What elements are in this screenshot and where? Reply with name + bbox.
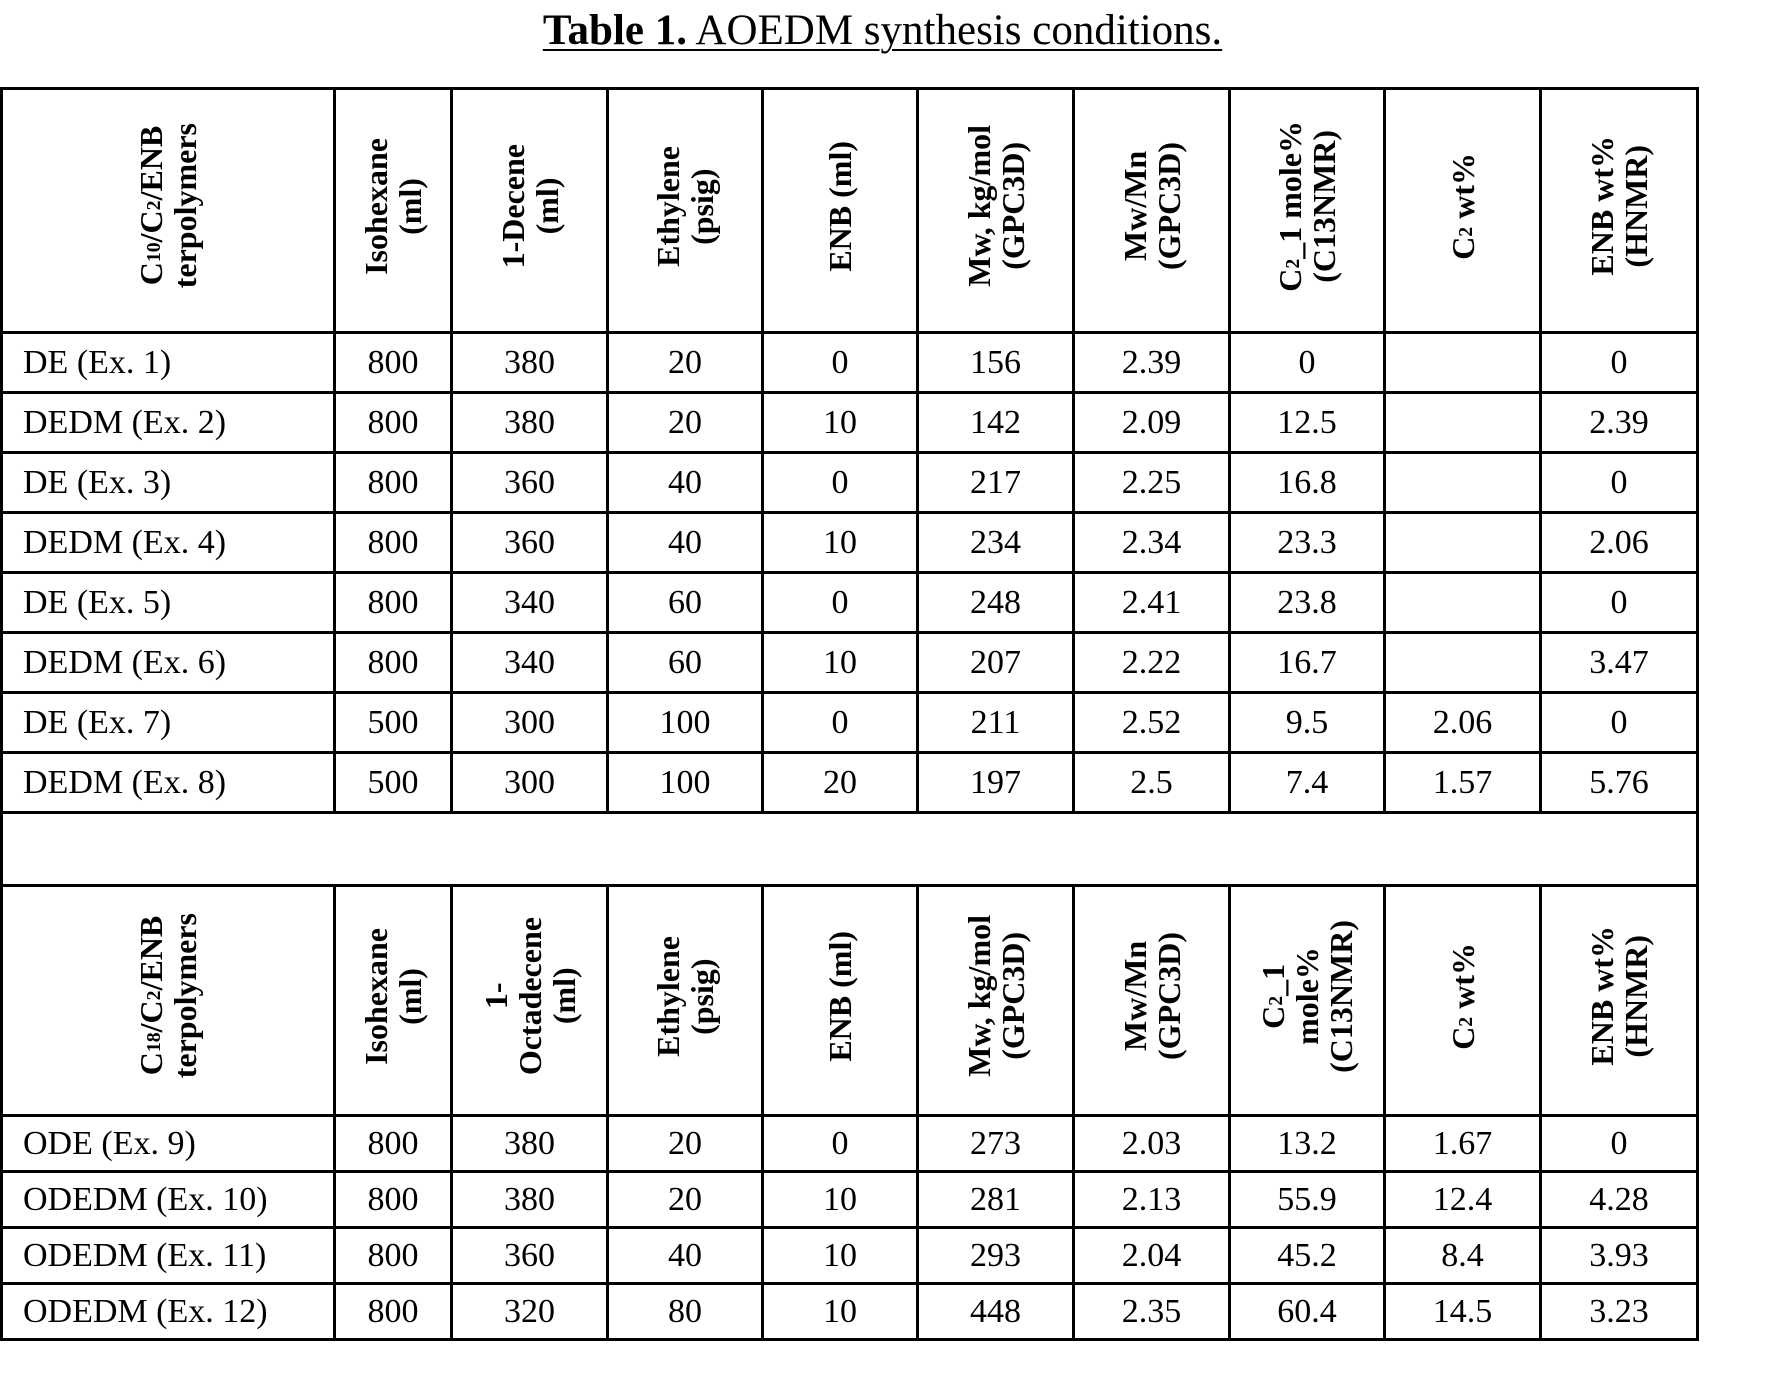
cell-isohexane: 800 [335,633,452,693]
cell-ethylene: 20 [608,1172,763,1228]
cell-c2-mole: 12.5 [1230,393,1385,453]
cell-alkene: 340 [452,573,608,633]
table-row [2,1172,1698,1228]
table-title [505,6,1260,56]
cell-alkene: 380 [452,1172,608,1228]
cell-c2-mole: 23.8 [1230,573,1385,633]
cell-mw: 156 [918,333,1074,393]
cell-ethylene: 40 [608,513,763,573]
cell-isohexane: 800 [335,453,452,513]
cell-enb-wt: 2.06 [1541,513,1698,573]
cell-enb-ml: 10 [763,633,918,693]
cell-c2-wt: 1.67 [1385,1116,1541,1172]
cell-polymer: ODEDM (Ex. 12) [2,1284,335,1340]
cell-polymer: DEDM (Ex. 2) [2,393,335,453]
cell-isohexane: 800 [335,573,452,633]
cell-mw-mn: 2.52 [1074,693,1230,753]
cell-mw: 293 [918,1228,1074,1284]
table-title-caption: AOEDM synthesis conditions. [687,7,1223,54]
cell-isohexane: 800 [335,1116,452,1172]
cell-c2-wt [1385,393,1541,453]
cell-isohexane: 800 [335,513,452,573]
cell-enb-ml: 10 [763,393,918,453]
cell-enb-wt: 0 [1541,693,1698,753]
column-header-label: Mw, kg/mol (GPC3D) [960,125,1031,287]
cell-mw-mn: 2.09 [1074,393,1230,453]
cell-c2-wt: 1.57 [1385,753,1541,813]
cell-polymer: ODE (Ex. 9) [2,1116,335,1172]
cell-c2-wt: 2.06 [1385,693,1541,753]
column-header-label: $C_2$ wt% [1444,942,1481,1050]
cell-alkene: 380 [452,333,608,393]
cell-isohexane: 800 [335,1228,452,1284]
cell-mw-mn: 2.34 [1074,513,1230,573]
column-header-label: Ethylene (psig) [650,145,720,267]
cell-enb-ml: 10 [763,1284,918,1340]
column-header-alkene [452,89,608,333]
cell-alkene: 360 [452,453,608,513]
table-body [2,89,1698,1340]
column-header-ethylene [608,89,763,333]
cell-isohexane: 500 [335,753,452,813]
cell-enb-ml: 20 [763,753,918,813]
cell-enb-ml: 10 [763,513,918,573]
cell-alkene: 360 [452,513,608,573]
column-header-label: ENB (ml) [822,930,858,1062]
cell-c2-wt [1385,513,1541,573]
column-header-enb-wt [1541,89,1698,333]
cell-enb-ml: 0 [763,333,918,393]
cell-alkene: 380 [452,393,608,453]
column-header-c2-mole [1230,886,1385,1116]
cell-mw-mn: 2.04 [1074,1228,1230,1284]
cell-polymer: DE (Ex. 3) [2,453,335,513]
cell-polymer: ODEDM (Ex. 10) [2,1172,335,1228]
cell-ethylene: 80 [608,1284,763,1340]
cell-isohexane: 800 [335,333,452,393]
column-header-c2-mole [1230,89,1385,333]
cell-isohexane: 500 [335,693,452,753]
cell-mw-mn: 2.03 [1074,1116,1230,1172]
cell-ethylene: 60 [608,573,763,633]
column-header-enb-ml [763,89,918,333]
column-header-isohexane [335,89,452,333]
column-header-label: ENB wt% (HNMR) [1584,136,1654,276]
column-header-polymer [2,886,335,1116]
table-row [2,1228,1698,1284]
cell-isohexane: 800 [335,1172,452,1228]
table-row [2,513,1698,573]
cell-polymer: DEDM (Ex. 4) [2,513,335,573]
cell-ethylene: 20 [608,333,763,393]
table-row [2,1116,1698,1172]
table-row [2,573,1698,633]
cell-c2-wt: 8.4 [1385,1228,1541,1284]
cell-mw: 448 [918,1284,1074,1340]
cell-enb-wt: 2.39 [1541,393,1698,453]
cell-c2-mole: 9.5 [1230,693,1385,753]
cell-mw-mn: 2.5 [1074,753,1230,813]
cell-ethylene: 100 [608,753,763,813]
cell-enb-ml: 10 [763,1228,918,1284]
section1-header-row [2,89,1698,333]
column-header-mw-mn [1074,886,1230,1116]
cell-enb-ml: 10 [763,1172,918,1228]
cell-isohexane: 800 [335,1284,452,1340]
column-header-label: ENB wt% (HNMR) [1584,926,1654,1066]
cell-ethylene: 20 [608,393,763,453]
column-header-enb-ml [763,886,918,1116]
cell-c2-mole: 45.2 [1230,1228,1385,1284]
cell-enb-wt: 0 [1541,333,1698,393]
cell-c2-wt: 14.5 [1385,1284,1541,1340]
column-header-alkene [452,886,608,1116]
cell-c2-mole: 0 [1230,333,1385,393]
cell-enb-ml: 0 [763,1116,918,1172]
cell-ethylene: 60 [608,633,763,693]
column-header-c2-wt [1385,89,1541,333]
cell-c2-wt [1385,333,1541,393]
cell-enb-wt: 0 [1541,453,1698,513]
cell-c2-wt [1385,453,1541,513]
cell-enb-wt: 3.47 [1541,633,1698,693]
cell-mw: 207 [918,633,1074,693]
column-header-mw-mn [1074,89,1230,333]
cell-polymer: DE (Ex. 1) [2,333,335,393]
cell-enb-wt: 0 [1541,573,1698,633]
cell-mw-mn: 2.22 [1074,633,1230,693]
cell-polymer: ODEDM (Ex. 11) [2,1228,335,1284]
section-spacer-row [2,813,1698,886]
cell-ethylene: 40 [608,453,763,513]
cell-mw-mn: 2.39 [1074,333,1230,393]
column-header-label: $C_{18}/C_2$/ENB terpolymers [133,913,203,1079]
cell-enb-wt: 5.76 [1541,753,1698,813]
cell-polymer: DEDM (Ex. 8) [2,753,335,813]
cell-c2-mole: 23.3 [1230,513,1385,573]
cell-enb-wt: 3.23 [1541,1284,1698,1340]
cell-mw: 211 [918,693,1074,753]
column-header-label: Mw/Mn (GPC3D) [1116,142,1187,270]
cell-enb-ml: 0 [763,453,918,513]
column-header-label: ENB (ml) [822,140,858,272]
cell-c2-wt: 12.4 [1385,1172,1541,1228]
table-row [2,693,1698,753]
table-row [2,333,1698,393]
column-header-c2-wt [1385,886,1541,1116]
cell-mw-mn: 2.35 [1074,1284,1230,1340]
column-header-label: $C_2$ wt% [1444,152,1481,260]
cell-mw-mn: 2.13 [1074,1172,1230,1228]
cell-c2-mole: 60.4 [1230,1284,1385,1340]
table-row [2,633,1698,693]
cell-ethylene: 100 [608,693,763,753]
column-header-label: Isohexane (ml) [358,927,428,1065]
cell-alkene: 320 [452,1284,608,1340]
cell-mw-mn: 2.41 [1074,573,1230,633]
column-header-label: $C_2\_1$ mole% (C13NMR) [1255,919,1359,1073]
column-header-enb-wt [1541,886,1698,1116]
column-header-isohexane [335,886,452,1116]
column-header-label: Mw/Mn (GPC3D) [1116,932,1187,1060]
cell-c2-mole: 55.9 [1230,1172,1385,1228]
cell-mw: 248 [918,573,1074,633]
section2-header-row [2,886,1698,1116]
table-row [2,453,1698,513]
table-row [2,1284,1698,1340]
cell-mw: 281 [918,1172,1074,1228]
spacer-cell [2,813,1698,886]
cell-c2-mole: 13.2 [1230,1116,1385,1172]
cell-enb-ml: 0 [763,693,918,753]
table-title-label: Table 1. [542,7,688,54]
column-header-label: Isohexane (ml) [358,137,428,275]
cell-mw: 273 [918,1116,1074,1172]
column-header-mw [918,89,1074,333]
cell-c2-wt [1385,633,1541,693]
cell-mw: 142 [918,393,1074,453]
table-row [2,753,1698,813]
column-header-label: $C_{10}/C_2$/ENB terpolymers [133,123,203,289]
cell-polymer: DEDM (Ex. 6) [2,633,335,693]
cell-mw: 217 [918,453,1074,513]
cell-mw: 197 [918,753,1074,813]
column-header-polymer [2,89,335,333]
cell-enb-ml: 0 [763,573,918,633]
cell-c2-mole: 16.8 [1230,453,1385,513]
cell-alkene: 300 [452,753,608,813]
column-header-label: Mw, kg/mol (GPC3D) [960,915,1031,1077]
cell-c2-wt [1385,573,1541,633]
cell-enb-wt: 3.93 [1541,1228,1698,1284]
table-row [2,393,1698,453]
cell-alkene: 300 [452,693,608,753]
synthesis-conditions-table [0,87,1699,1341]
cell-mw: 234 [918,513,1074,573]
column-header-label: $C_2\_1$ mole% (C13NMR) [1272,120,1342,292]
cell-polymer: DE (Ex. 5) [2,573,335,633]
cell-mw-mn: 2.25 [1074,453,1230,513]
cell-ethylene: 20 [608,1116,763,1172]
cell-enb-wt: 4.28 [1541,1172,1698,1228]
column-header-mw [918,886,1074,1116]
cell-alkene: 380 [452,1116,608,1172]
cell-polymer: DE (Ex. 7) [2,693,335,753]
column-header-label: 1-Decene (ml) [494,143,565,269]
cell-isohexane: 800 [335,393,452,453]
cell-alkene: 360 [452,1228,608,1284]
column-header-label: Ethylene (psig) [650,935,720,1057]
cell-c2-mole: 7.4 [1230,753,1385,813]
column-header-ethylene [608,886,763,1116]
cell-enb-wt: 0 [1541,1116,1698,1172]
column-header-label: 1- Octadecene (ml) [477,916,582,1076]
cell-alkene: 340 [452,633,608,693]
cell-ethylene: 40 [608,1228,763,1284]
cell-c2-mole: 16.7 [1230,633,1385,693]
